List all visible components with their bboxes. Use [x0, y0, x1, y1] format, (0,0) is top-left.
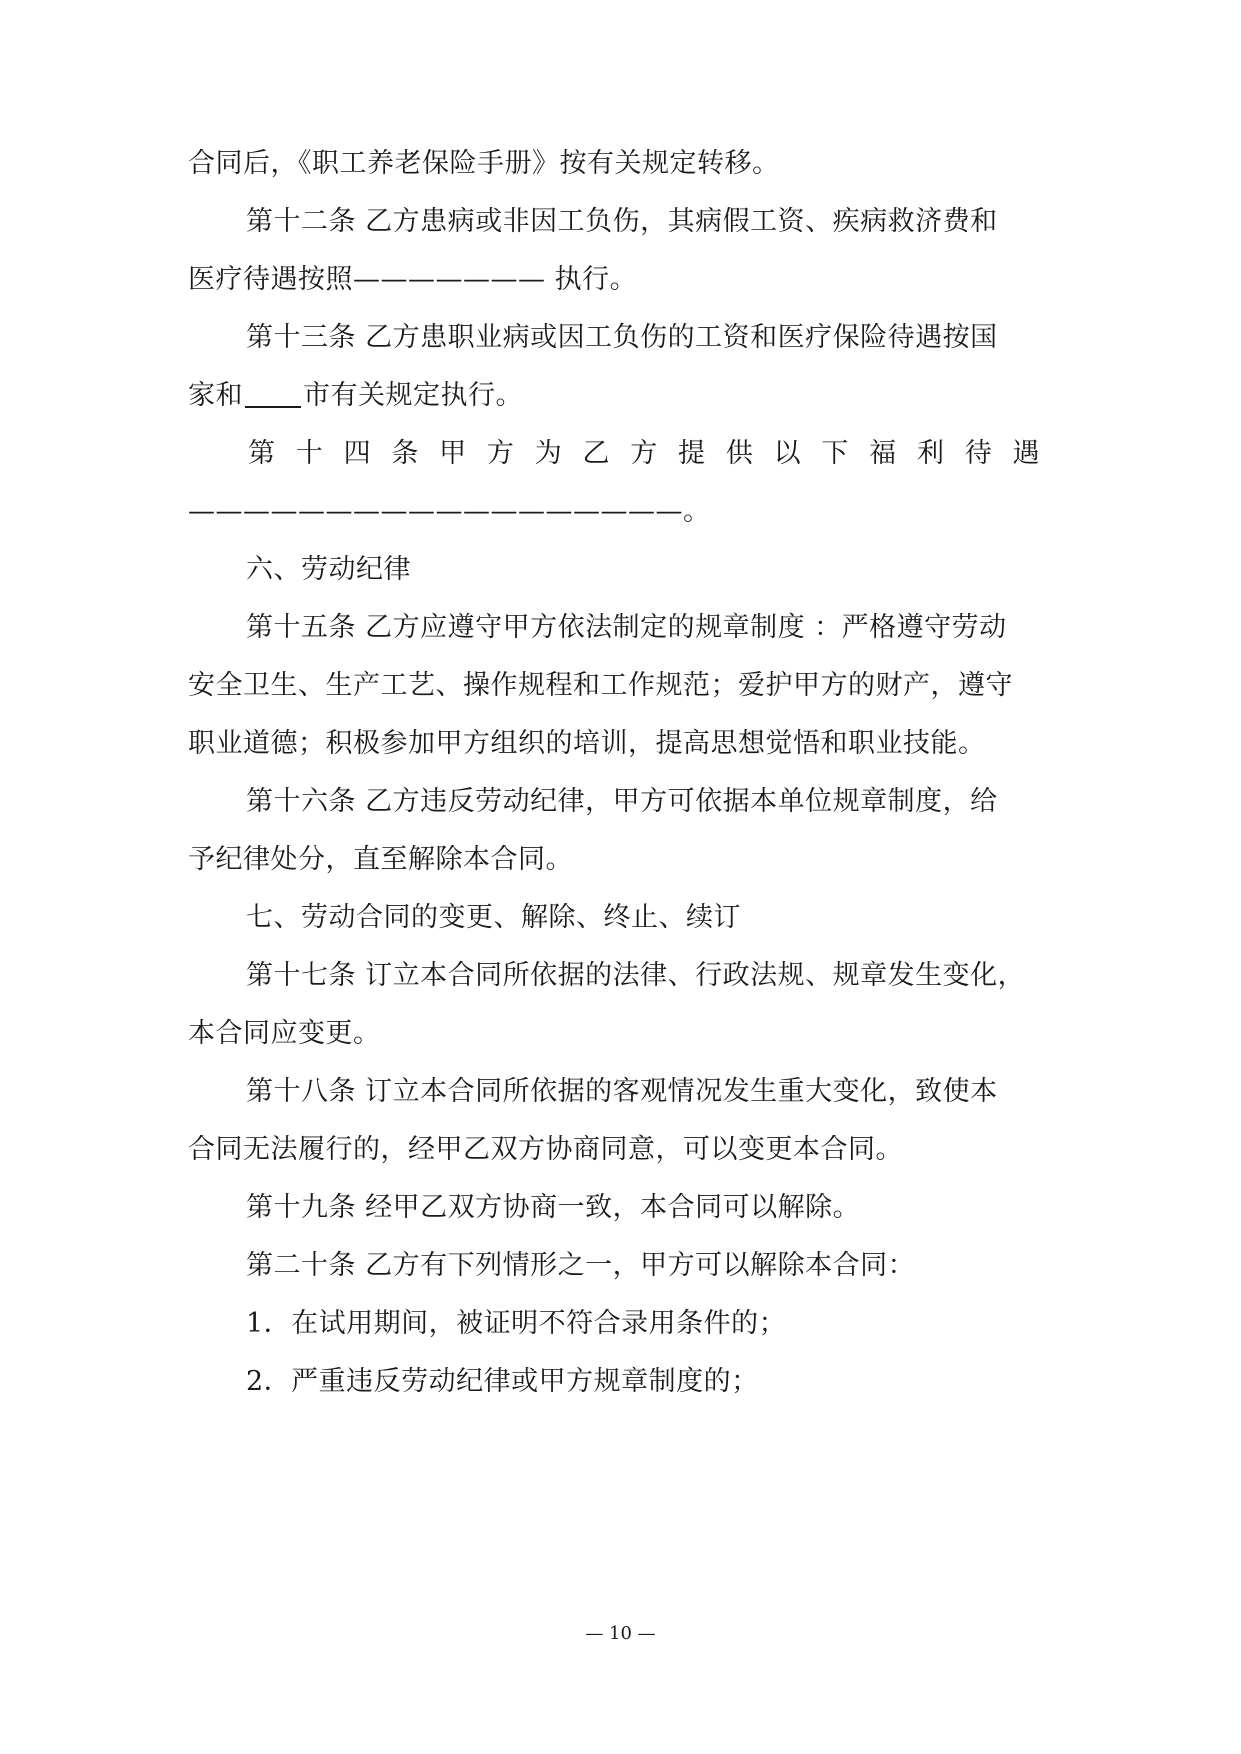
- fill-blank: [245, 378, 301, 408]
- paragraph-line: [188, 376, 1058, 416]
- spaced-char: 下: [821, 438, 849, 469]
- spaced-char: 供: [725, 438, 754, 469]
- article-12-line: 第十二条 乙方患病或非因工负伤，其病假工资、疾病救济费和: [246, 206, 998, 237]
- article-15-line: 第十五条 乙方应遵守甲方依法制定的规章制度 ：严格遵守劳动: [246, 612, 1007, 643]
- article-14-line: [248, 434, 1040, 474]
- article-18-line: 第十八条 订立本合同所依据的客观情况发生重大变化，致使本: [246, 1076, 998, 1107]
- text-fragment: 市有关规定执行。: [303, 380, 523, 411]
- spaced-char: 条: [391, 438, 419, 469]
- spaced-char: 第: [248, 438, 276, 469]
- article-19-line: 第十九条 经甲乙双方协商一致，本合同可以解除。: [246, 1192, 861, 1223]
- page-number: — 10 —: [585, 1623, 656, 1644]
- spaced-char: 十: [295, 438, 324, 469]
- paragraph-line: 安全卫生、生产工艺、操作规程和工作规范；爱护甲方的财产，遵守: [188, 670, 1013, 701]
- spaced-char: 以: [773, 438, 802, 469]
- spaced-char: 方: [630, 438, 658, 469]
- article-13-line: 第十三条 乙方患职业病或因工负伤的工资和医疗保险待遇按国: [246, 322, 998, 353]
- list-item: 2．严重违反劳动纪律或甲方规章制度的；: [246, 1366, 759, 1397]
- spaced-char: 方: [486, 438, 515, 469]
- article-16-line: 第十六条 乙方违反劳动纪律，甲方可依据本单位规章制度，给: [246, 786, 998, 817]
- paragraph-line: 职业道德；积极参加甲方组织的培训，提高思想觉悟和职业技能。: [188, 728, 986, 759]
- section-heading: 六、劳动纪律: [246, 554, 411, 585]
- section-heading: 七、劳动合同的变更、解除、终止、续订: [246, 902, 741, 933]
- text-fragment: 家和: [188, 380, 243, 411]
- paragraph-line: 予纪律处分，直至解除本合同。: [188, 844, 573, 875]
- paragraph-line: 本合同应变更。: [188, 1018, 381, 1049]
- spaced-char: 乙: [582, 438, 610, 469]
- spaced-char: 遇: [1012, 438, 1040, 469]
- article-20-line: 第二十条 乙方有下列情形之一，甲方可以解除本合同：: [246, 1250, 916, 1281]
- paragraph-line: 合同无法履行的，经甲乙双方协商同意，可以变更本合同。: [188, 1134, 903, 1165]
- spaced-char: 福: [869, 438, 897, 469]
- spaced-char: 提: [678, 438, 706, 469]
- paragraph-line: 合同后，《职工养老保险手册》按有关规定转移。: [188, 148, 780, 179]
- paragraph-line: ——————————————————。: [188, 496, 711, 527]
- article-17-line: 第十七条 订立本合同所依据的法律、行政法规、规章发生变化，: [246, 960, 1026, 991]
- spaced-char: 待: [964, 438, 993, 469]
- list-item: 1．在试用期间，被证明不符合录用条件的；: [246, 1308, 787, 1339]
- spaced-char: 四: [343, 438, 372, 469]
- spaced-char: 利: [916, 438, 945, 469]
- paragraph-line: 医疗待遇按照——————— 执行。: [188, 264, 638, 295]
- spaced-char: 为: [534, 438, 563, 469]
- spaced-char: 甲: [439, 438, 467, 469]
